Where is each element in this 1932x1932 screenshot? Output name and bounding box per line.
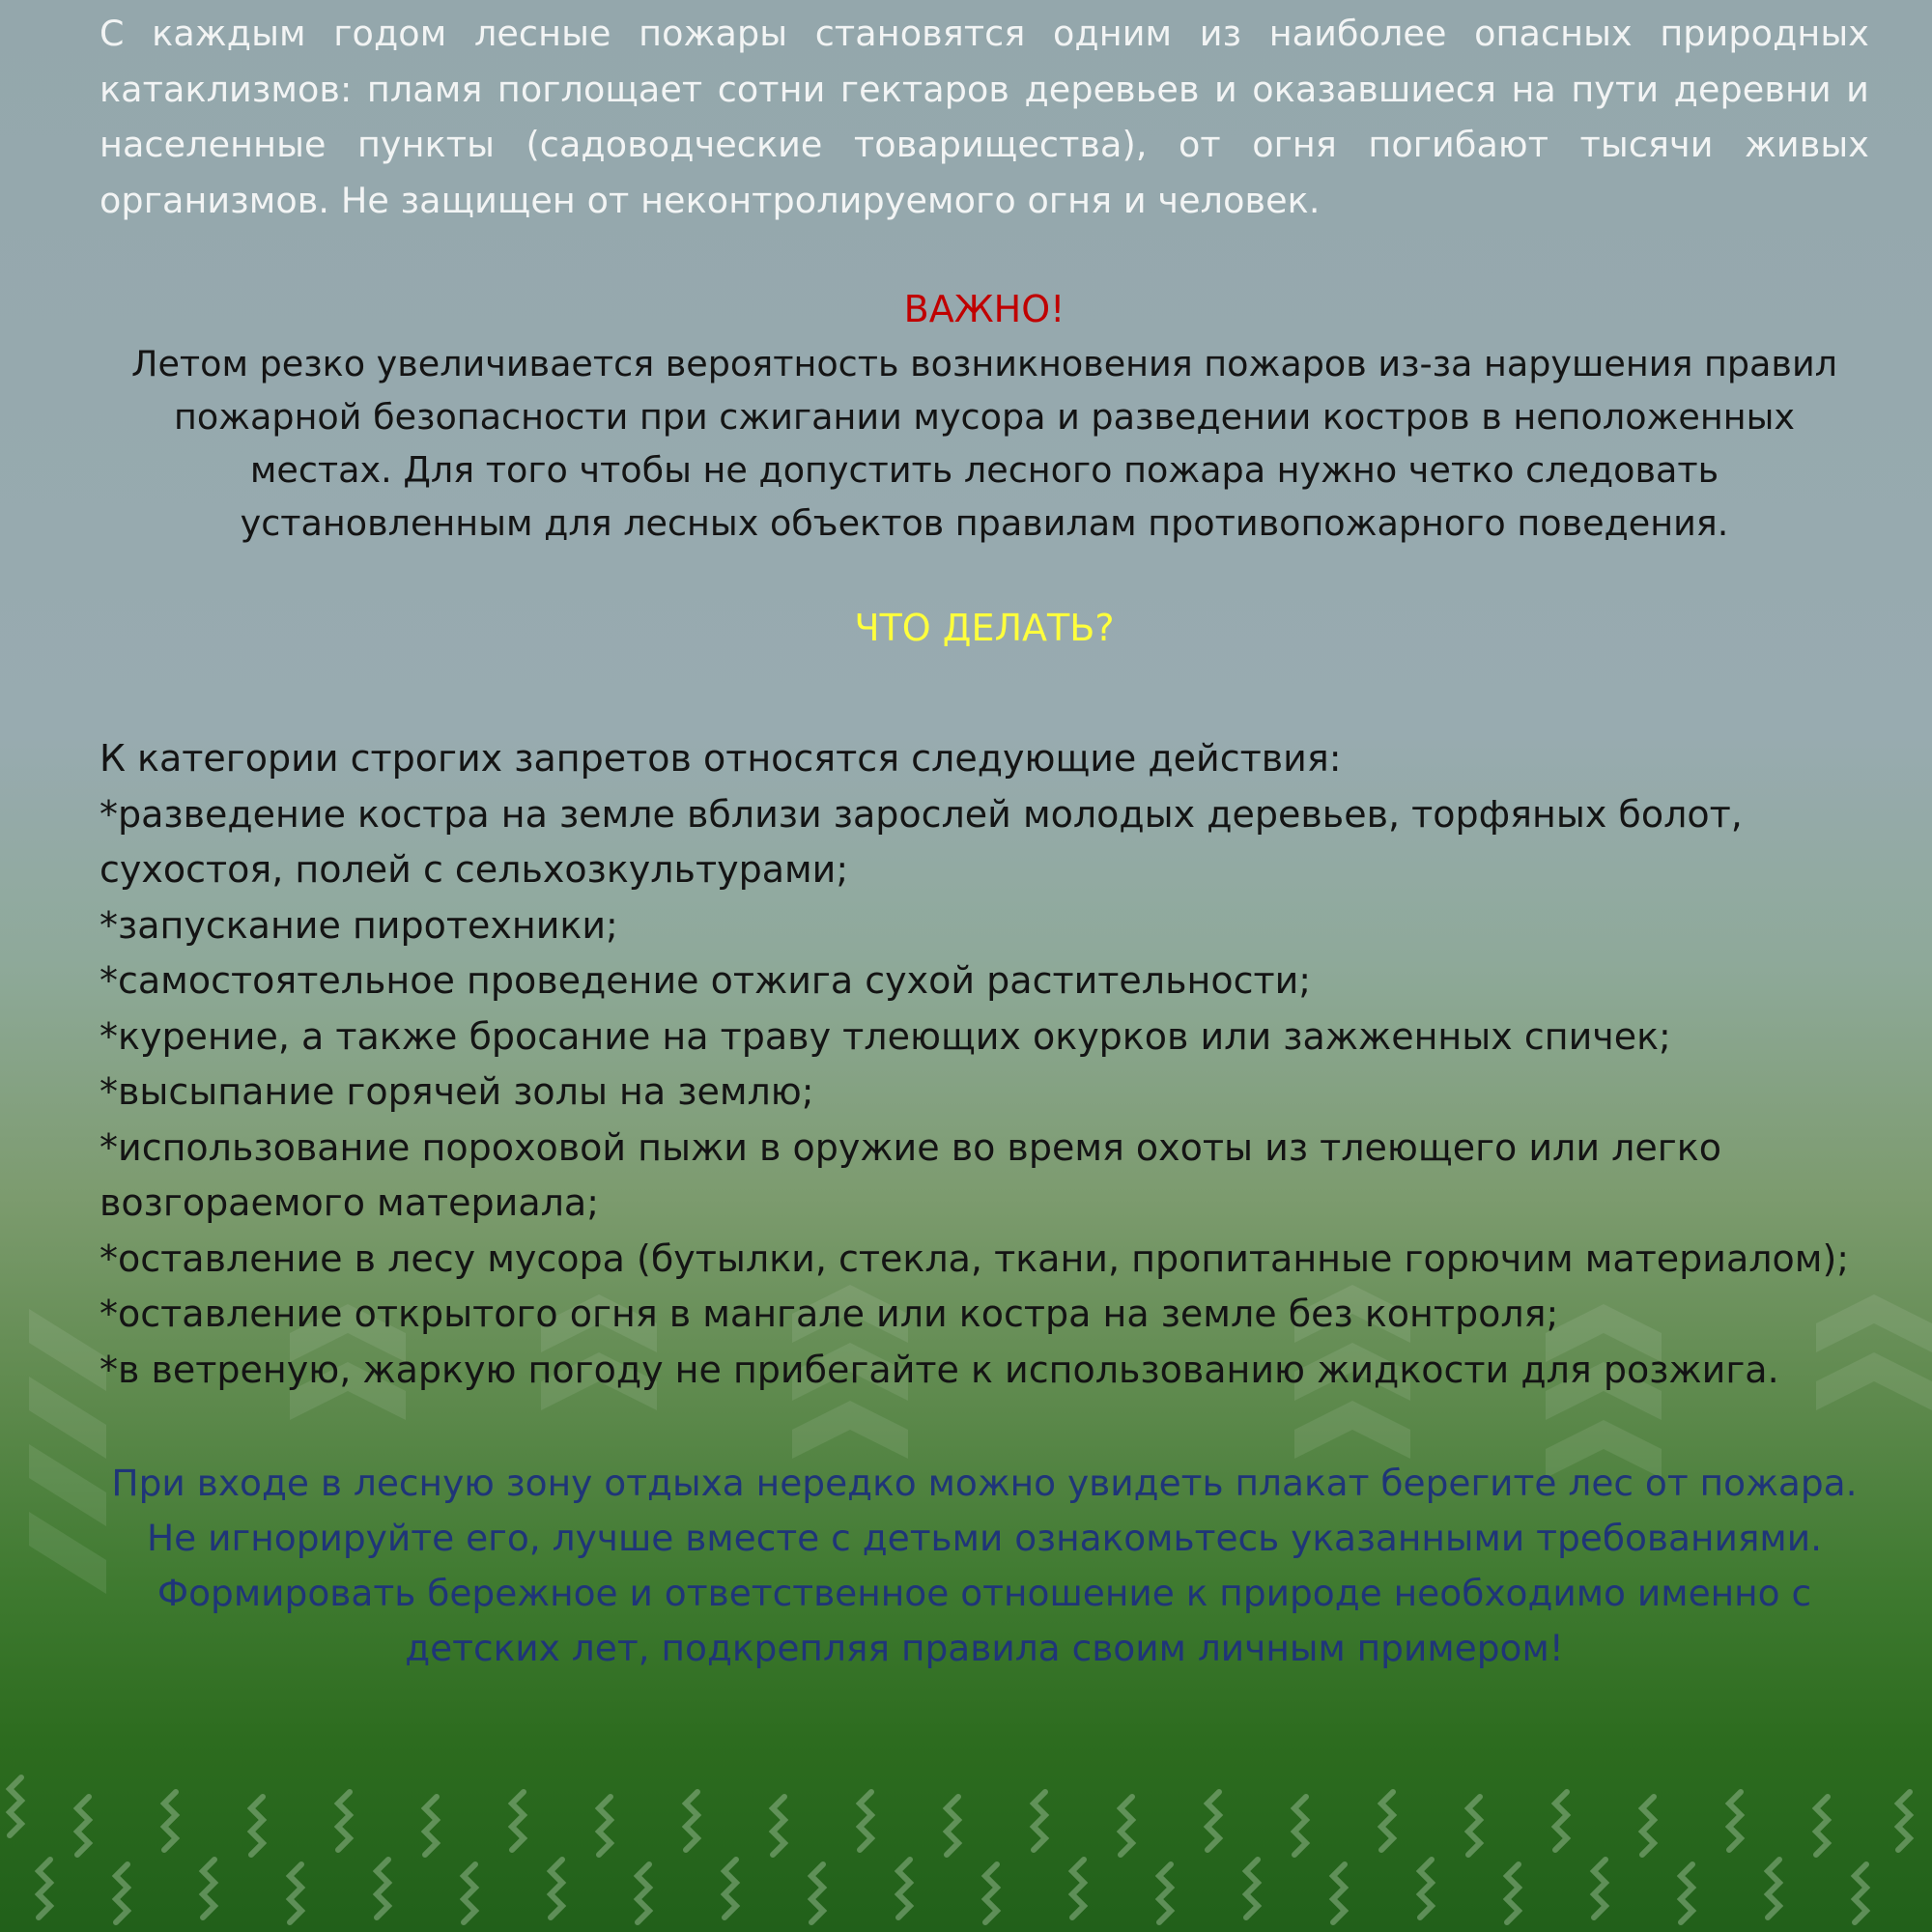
important-heading: ВАЖНО! <box>903 288 1065 330</box>
ban-item: *оставление открытого огня в мангале или костра на земле без контроля; <box>99 1293 1559 1335</box>
what-to-do-heading: ЧТО ДЕЛАТЬ? <box>854 607 1115 649</box>
ban-item: *разведение костра на земле вблизи зарослей молодых деревьев, торфяных болот, сухостоя, полей с сельхозкультурами; <box>99 792 1743 891</box>
ban-item: *запускание пиротехники; <box>99 903 618 947</box>
ban-item: *в ветреную, жаркую погоду не прибегайте к использованию жидкости для розжига. <box>99 1348 1779 1391</box>
important-paragraph: Летом резко увеличивается вероятность возникновения пожаров из-за нарушения правил пожарной безопасности при сжигании мусора и разведении костров в неположенных местах. Для того чтобы не допустить лесного пожара нужно четко следовать установленным для лесных объектов правилам противопожарного поведения. <box>131 343 1837 544</box>
ban-item: *использование пороховой пыжи в оружие во время охоты из тлеющего или легко возгораемого материала; <box>99 1125 1721 1224</box>
ban-item: *высыпание горячей золы на землю; <box>99 1070 814 1113</box>
bans-intro: К категории строгих запретов относятся следующие действия: <box>99 737 1342 780</box>
closing-line: Не игнорируйте его, лучше вместе с детьми ознакомьтесь указанными требованиями. <box>146 1517 1823 1559</box>
closing-line: Формировать бережное и ответственное отношение к природе необходимо именно с детских лет, подкрепляя правила своим личным примером! <box>156 1572 1812 1669</box>
bans-list <box>99 731 1869 1398</box>
ban-item: *курение, а также бросание на траву тлеющих окурков или зажженных спичек; <box>99 1014 1671 1058</box>
closing-paragraph <box>99 1456 1869 1676</box>
closing-line: При входе в лесную зону отдыха нередко можно увидеть плакат берегите лес от пожара. <box>111 1462 1858 1504</box>
document-body <box>99 6 1869 1676</box>
ban-item: *самостоятельное проведение отжига сухой растительности; <box>99 959 1312 1002</box>
ban-item: *оставление в лесу мусора (бутылки, стекла, ткани, пропитанные горючим материалом); <box>99 1236 1850 1280</box>
intro-paragraph: С каждым годом лесные пожары становятся одним из наиболее опасных природных катаклизмов: пламя поглощает сотни гектаров деревьев и оказавшиеся на пути деревни и населенные пункты (садоводческие товарищества), от огня погибают тысячи живых организмов. Не защищен от неконтролируемого огня и человек. <box>99 13 1869 221</box>
